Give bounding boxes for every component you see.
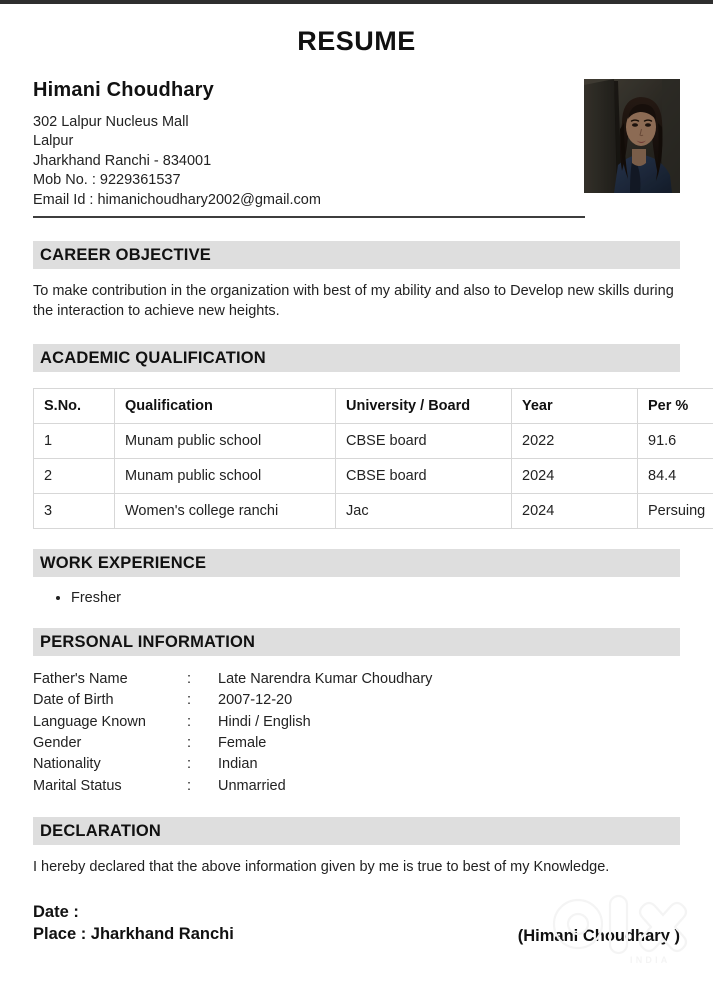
info-label: Date of Birth bbox=[33, 692, 114, 709]
list-item: • Fresher bbox=[71, 588, 680, 608]
cell-sno: 2 bbox=[34, 459, 115, 494]
info-value: Female bbox=[218, 734, 267, 751]
career-objective-text: To make contribution in the organization with best of my ability and also to Develop new skills during the interaction to achieve new heights. bbox=[33, 283, 674, 320]
cell-qualification: Munam public school bbox=[115, 424, 336, 459]
info-separator: : bbox=[187, 671, 192, 688]
info-separator: : bbox=[187, 734, 192, 751]
cell-year: 2022 bbox=[512, 424, 638, 459]
info-row-language-known bbox=[33, 712, 432, 733]
column-header-qualification: Qualification bbox=[115, 389, 336, 424]
column-header-university: University / Board bbox=[336, 389, 512, 424]
contact-line-mobile: Mob No. : 9229361537 bbox=[33, 172, 181, 189]
candidate-name: Himani Choudhary bbox=[33, 79, 214, 101]
info-row-fathers-name bbox=[33, 669, 432, 690]
info-value: 2007-12-20 bbox=[218, 692, 293, 709]
cell-qualification: Munam public school bbox=[115, 459, 336, 494]
cell-university: CBSE board bbox=[336, 424, 512, 459]
table-header-row bbox=[34, 389, 713, 424]
date-line: Date : bbox=[33, 902, 79, 921]
cell-year: 2024 bbox=[512, 459, 638, 494]
table-row bbox=[34, 424, 713, 459]
candidate-photo bbox=[584, 79, 680, 193]
page-title: RESUME bbox=[297, 26, 416, 56]
contact-line-address2: Lalpur bbox=[33, 133, 74, 150]
info-row-nationality bbox=[33, 754, 432, 775]
section-heading-declaration: DECLARATION bbox=[33, 817, 680, 845]
info-value: Indian bbox=[218, 756, 258, 773]
cell-sno: 1 bbox=[34, 424, 115, 459]
info-separator: : bbox=[187, 756, 192, 773]
column-header-percentage: Per % bbox=[638, 389, 713, 424]
table-row bbox=[34, 494, 713, 529]
info-separator: : bbox=[187, 713, 192, 730]
academic-qualification-table bbox=[33, 388, 713, 529]
section-heading-academic-qualification: ACADEMIC QUALIFICATION bbox=[33, 344, 680, 372]
info-label: Marital Status bbox=[33, 777, 122, 794]
section-heading-work-experience: WORK EXPERIENCE bbox=[33, 549, 680, 577]
watermark-subtitle: INDIA bbox=[630, 955, 671, 965]
cell-percentage: Persuing bbox=[638, 494, 713, 529]
cell-percentage: 84.4 bbox=[638, 459, 713, 494]
contact-details-list bbox=[33, 113, 680, 210]
header-divider-rule bbox=[33, 216, 585, 218]
info-label: Language Known bbox=[33, 713, 146, 730]
footer-block bbox=[33, 901, 680, 946]
cell-university: Jac bbox=[336, 494, 512, 529]
info-label: Gender bbox=[33, 734, 82, 751]
info-row-marital-status bbox=[33, 776, 432, 797]
cell-qualification: Women's college ranchi bbox=[115, 494, 336, 529]
declaration-text: I hereby declared that the above information given by me is true to best of my Knowledge. bbox=[33, 858, 610, 875]
contact-line-email: Email Id : himanichoudhary2002@gmail.com bbox=[33, 191, 321, 208]
info-separator: : bbox=[187, 777, 192, 794]
info-row-date-of-birth bbox=[33, 690, 432, 711]
header-block bbox=[33, 79, 680, 218]
place-line: Place : Jharkhand Ranchi bbox=[33, 925, 234, 944]
info-row-gender bbox=[33, 733, 432, 754]
section-heading-personal-information: PERSONAL INFORMATION bbox=[33, 628, 680, 656]
info-value: Hindi / English bbox=[218, 713, 311, 730]
table-row bbox=[34, 459, 713, 494]
signature-name: (Himani Choudhary ) bbox=[517, 926, 680, 945]
cell-year: 2024 bbox=[512, 494, 638, 529]
personal-information-table bbox=[33, 669, 432, 797]
section-heading-career-objective: CAREER OBJECTIVE bbox=[33, 241, 680, 269]
contact-line-address1: 302 Lalpur Nucleus Mall bbox=[33, 114, 189, 130]
cell-percentage: 91.6 bbox=[638, 424, 713, 459]
contact-line-city: Jharkhand Ranchi - 834001 bbox=[33, 152, 212, 169]
info-separator: : bbox=[187, 692, 192, 709]
work-experience-list bbox=[33, 588, 680, 608]
info-value: Late Narendra Kumar Choudhary bbox=[218, 671, 433, 688]
info-value: Unmarried bbox=[218, 777, 286, 794]
column-header-sno: S.No. bbox=[34, 389, 115, 424]
cell-sno: 3 bbox=[34, 494, 115, 529]
info-label: Father's Name bbox=[33, 671, 128, 688]
column-header-year: Year bbox=[512, 389, 638, 424]
info-label: Nationality bbox=[33, 756, 101, 773]
academic-table-wrapper bbox=[33, 388, 706, 529]
cell-university: CBSE board bbox=[336, 459, 512, 494]
